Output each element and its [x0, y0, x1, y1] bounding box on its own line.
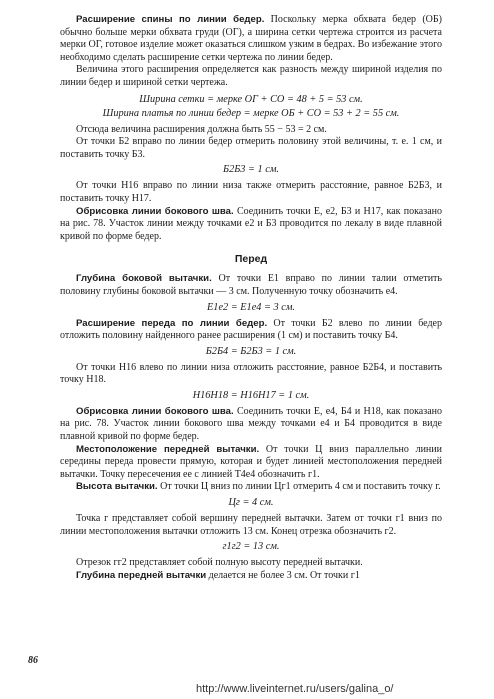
paragraph-text: От точки Ц вниз по линии Цг1 отмерить 4 см и поставить точку г. [157, 481, 441, 493]
formula: г1г2 = 13 см. [222, 541, 280, 553]
watermark-url: http://www.liveinternet.ru/users/galina_o/ [196, 683, 394, 695]
paragraph-lead: Местоположение передней вытачки. [76, 443, 260, 455]
paragraph-lead: Глубина боковой вытачки. [76, 273, 212, 285]
paragraph-text: Соединить точки Е, е2, Б3 и Н17, как показано на рис. 78. Участок линии между точками е2 и Б3 проводится по лекалу в виде плавной кривой по форме бедер. [60, 205, 442, 242]
formula: Е1е2 = Е1е4 = 3 см. [207, 301, 295, 313]
paragraph-text: делается не более 3 см. От точки г1 [206, 569, 360, 581]
paragraph-lead: Высота вытачки. [76, 481, 158, 493]
formula: Цг = 4 см. [228, 497, 274, 509]
formula: Н16Н18 = Н16Н17 = 1 см. [192, 389, 310, 401]
paragraph-lead: Глубина передней вытачки [76, 569, 207, 581]
paragraph-text: Поскольку мерка обхвата бедер (ОБ) обычно больше мерки обхвата груди (ОГ), а ширина сетки чертежа строится из расчета мерки ОГ, готовое изделие может оказаться слишком узким в бедрах. Во избежание этого необходимо сделать расширение сетки чертежа по линии бедер. [60, 14, 442, 63]
paragraph-text: Соединить точки Е, е4, Б4 и Н18, как показано на рис. 78. Участок линии бокового шва между точками е4 и Б4 проводится в виде плавной кривой по форме бедер. [60, 405, 442, 443]
paragraph [60, 14, 442, 64]
paragraph [60, 570, 442, 583]
paragraph-lead: Расширение спины по линии бедер. [76, 14, 265, 25]
paragraph-lead: Обрисовка линии бокового шва. [76, 405, 234, 417]
paragraph-lead: Обрисовка линии бокового шва. [76, 205, 234, 217]
paragraph [60, 206, 442, 244]
text-column [60, 14, 442, 582]
page-number: 86 [28, 655, 38, 666]
paragraph: От точки Б2 вправо по линии бедер отмерить половину этой величины, т. е. 1 см, и поставить точку Б3. [60, 136, 442, 160]
paragraph-text: От точки Б2 влево по линии бедер отложить половину найденного ранее расширения (1 см) и поставить точку Б4. [60, 317, 442, 342]
paragraph [60, 273, 442, 298]
paragraph: От точки Н16 влево по линии низа отложить расстояние, равное Б2Б4, и поставить точку Н18. [60, 361, 442, 386]
paragraph: Точка г представляет собой вершину передней вытачки. Затем от точки г1 вниз по линии местоположения вытачки отложить 13 см. Конец отрезка обозначить г2. [60, 513, 442, 537]
section-heading: Перед [234, 253, 268, 266]
formula: Ширина платья по линии бедер = мерке ОБ + СО = 53 + 2 = 55 см. [102, 107, 400, 119]
formula: Ширина сетки = мерке ОГ + СО = 48 + 5 = 53 см. [139, 93, 363, 105]
paragraph [60, 444, 442, 482]
paragraph [60, 481, 442, 494]
paragraph: Отрезок гг2 представляет собой полную высоту передней вытачки. [76, 557, 363, 569]
paragraph: От точки Н16 вправо по линии низа также отмерить расстояние, равное Б2Б3, и поставить точку Н17. [60, 180, 442, 204]
paragraph: Величина этого расширения определяется как разность между шириной изделия по линии бедер и шириной сетки чертежа. [60, 64, 442, 88]
paragraph: Отсюда величина расширения должна быть 55 − 53 = 2 см. [76, 123, 327, 135]
paragraph [60, 406, 442, 444]
paragraph-lead: Расширение переда по линии бедер. [76, 317, 268, 329]
formula: Б2Б4 = Б2Б3 = 1 см. [205, 345, 297, 357]
paragraph-text: От точки Е1 вправо по линии талии отметить половину глубины боковой вытачки — 3 см. Полученную точку обозначить е4. [60, 273, 442, 297]
paragraph-text: От точки Ц вниз параллельно линии середины переда провести прямую, которая и будет линией местоположения передней вытачки. Точку пересечения ее с линией Т4е4 обозначить г1. [60, 443, 442, 480]
formula: Б2Б3 = 1 см. [223, 164, 279, 176]
paragraph [60, 318, 442, 343]
